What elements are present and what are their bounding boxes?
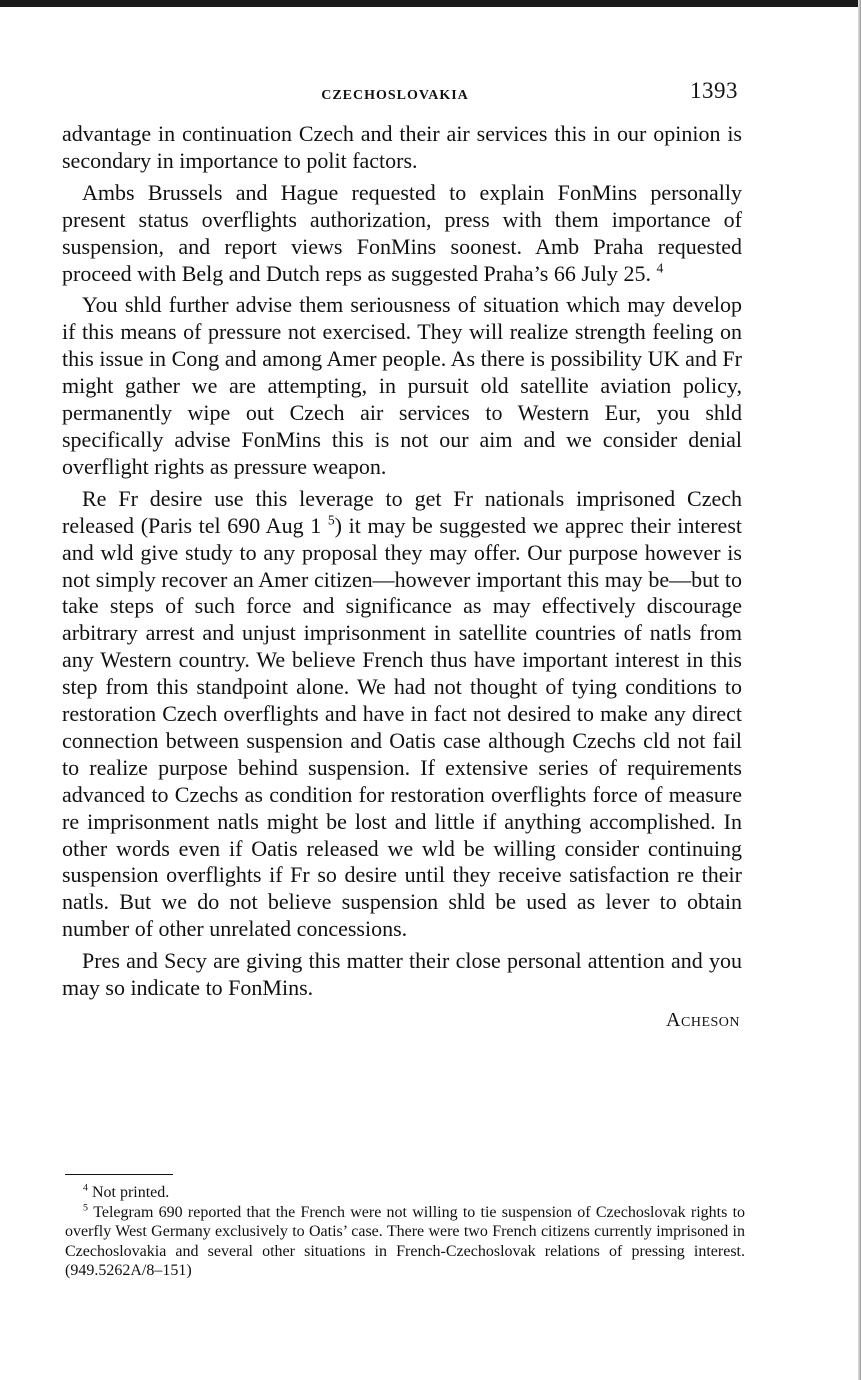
paragraph-text: ) it may be suggested we apprec their interest and wld give study to any proposal they may offer. Our purpose however is not simply recover an Amer citizen—however important this may be—but to take steps of such force and significance as may effectively discourage arbitrary arrest and unjust imprisonment in satellite countries of natls from any Western country. We believe French thus have important interest in this step from this standpoint alone. We had not thought of tying conditions to restoration Czech overflights and have in fact not desired to make any direct connection between suspension and Oatis case although Czechs cld not fail to realize purpose behind suspension. If extensive series of requirements advanced to Czechs as condition for restoration overflights force of measure re imprisonment natls might be lost and little if anything accomplished. In other words even if Oatis released we wld be willing consider continuing suspension overflights if Fr so desire until they receive satisfaction re their natls. But we do not believe suspension shld be used as lever to obtain number of other unrelated concessions.	[62, 512, 742, 942]
footnote-ref: 4	[656, 260, 664, 276]
page-number: 1393	[690, 78, 738, 103]
paragraph-text: Ambs Brussels and Hague requested to explain FonMins personally present status overflights authorization, press with them importance of suspension, and report views FonMins soonest. Amb Praha requested proceed with Belg and Dutch reps as suggested Praha’s 66 July 25.	[62, 179, 742, 286]
body-paragraph	[62, 292, 742, 480]
footnote-mark: 4	[83, 1182, 88, 1194]
paragraph-text: Re Fr desire use this leverage to get Fr nationals imprisoned Czech released (Paris tel 690 Aug 1	[62, 485, 742, 538]
page-top-border	[0, 0, 861, 7]
footnote	[65, 1203, 745, 1281]
footnote-text: Not printed.	[91, 1184, 170, 1201]
document-body	[62, 121, 742, 1034]
footnote	[65, 1183, 745, 1203]
signature: Acheson	[666, 1009, 740, 1031]
footnotes	[65, 1183, 745, 1281]
running-head: CZECHOSLOVAKIA	[321, 88, 469, 103]
body-paragraph	[62, 121, 742, 175]
body-paragraph	[62, 180, 742, 288]
body-paragraph	[62, 486, 742, 943]
paragraph-text: You shld further advise them seriousness of situation which may develop if this means of pressure not exercised. They will realize strength feeling on this issue in Cong and among Amer people. As there is possibility UK and Fr might gather we are attempting, in pursuit old satellite aviation policy, permanently wipe out Czech air services to Western Eur, you shld specifically advise FonMins this is not our aim and we consider denial overflight rights as pressure weapon.	[62, 292, 742, 479]
page-header	[60, 78, 740, 108]
paragraph-text: advantage in continuation Czech and their air services this in our opinion is secondary in importance to polit factors.	[62, 121, 742, 173]
footnote-divider	[65, 1174, 173, 1175]
body-paragraph	[62, 948, 742, 1002]
footnote-ref: 5	[327, 512, 335, 528]
footnote-mark: 5	[83, 1202, 88, 1214]
footnote-text: Telegram 690 reported that the French were not willing to tie suspension of Czechoslovak rights to overfly West Germany exclusively to Oatis’ case. There were two French citizens currently imprisoned in Czechoslovakia and several other situations in French-Czechoslovak relations of pressing interest. (949.5262A/8–151)	[65, 1203, 746, 1280]
paragraph-text: Pres and Secy are giving this matter their close personal attention and you may so indicate to FonMins.	[62, 948, 742, 1001]
